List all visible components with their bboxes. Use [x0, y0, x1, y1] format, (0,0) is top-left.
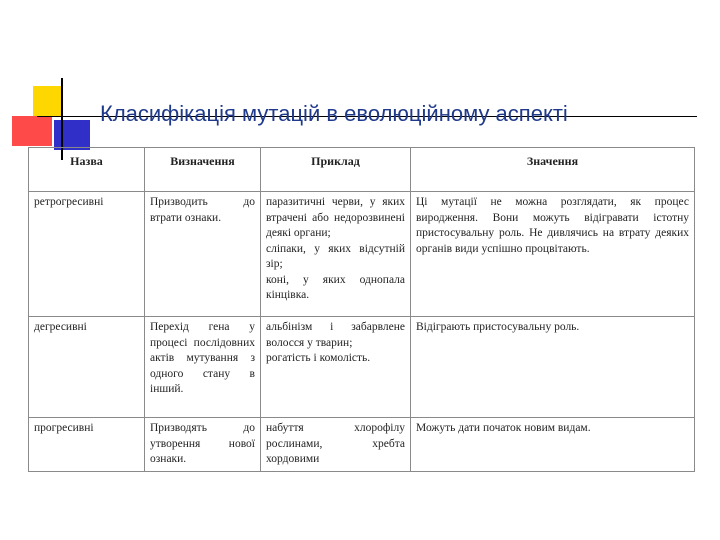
cell-example — [261, 192, 411, 317]
example-line: сліпаки, у яких відсутній зір; — [266, 242, 405, 270]
header-name: Назва — [29, 148, 145, 192]
example-line: паразитичні черви, у яких втрачені або недорозвинені деякі органи; — [266, 196, 405, 239]
header-definition: Визначення — [145, 148, 261, 192]
cell-significance: Можуть дати початок новим видам. — [411, 418, 695, 472]
cell-definition: Перехід гена у процесі послідовних актів мутування з одного стану в інший. — [145, 317, 261, 418]
cell-definition: Призводять до утворення нової ознаки. — [145, 418, 261, 472]
example-line: набуття хлорофілу рослинами, хребта хордовими — [266, 422, 405, 465]
decor-blue-square — [54, 120, 90, 150]
cell-significance: Ці мутації не можна розглядати, як процес виродження. Вони можуть відігравати істотну пристосувальну роль. Не дивлячись на втрату деяких органів види успішно процвітають. — [411, 192, 695, 317]
cell-example — [261, 317, 411, 418]
header-example: Приклад — [261, 148, 411, 192]
table-header-row — [29, 148, 695, 192]
header-significance: Значення — [411, 148, 695, 192]
mutations-table — [28, 147, 695, 472]
example-line: коні, у яких однопала кінцівка. — [266, 273, 405, 301]
example-line: рогатість і комолість. — [266, 352, 371, 364]
cell-example — [261, 418, 411, 472]
slide-title: Класифікація мутацій в еволюційному аспекті — [100, 101, 568, 126]
table-row — [29, 192, 695, 317]
cell-name: ретрогресивні — [29, 192, 145, 317]
cell-definition: Призводить до втрати ознаки. — [145, 192, 261, 317]
decor-red-square — [12, 116, 52, 146]
table-row — [29, 317, 695, 418]
example-line: альбінізм і забарвлене волосся у тварин; — [266, 321, 405, 349]
cell-significance: Відіграють пристосувальну роль. — [411, 317, 695, 418]
cell-name: прогресивні — [29, 418, 145, 472]
table-row — [29, 418, 695, 472]
cell-name: дегресивні — [29, 317, 145, 418]
decor-yellow-square — [33, 86, 63, 116]
